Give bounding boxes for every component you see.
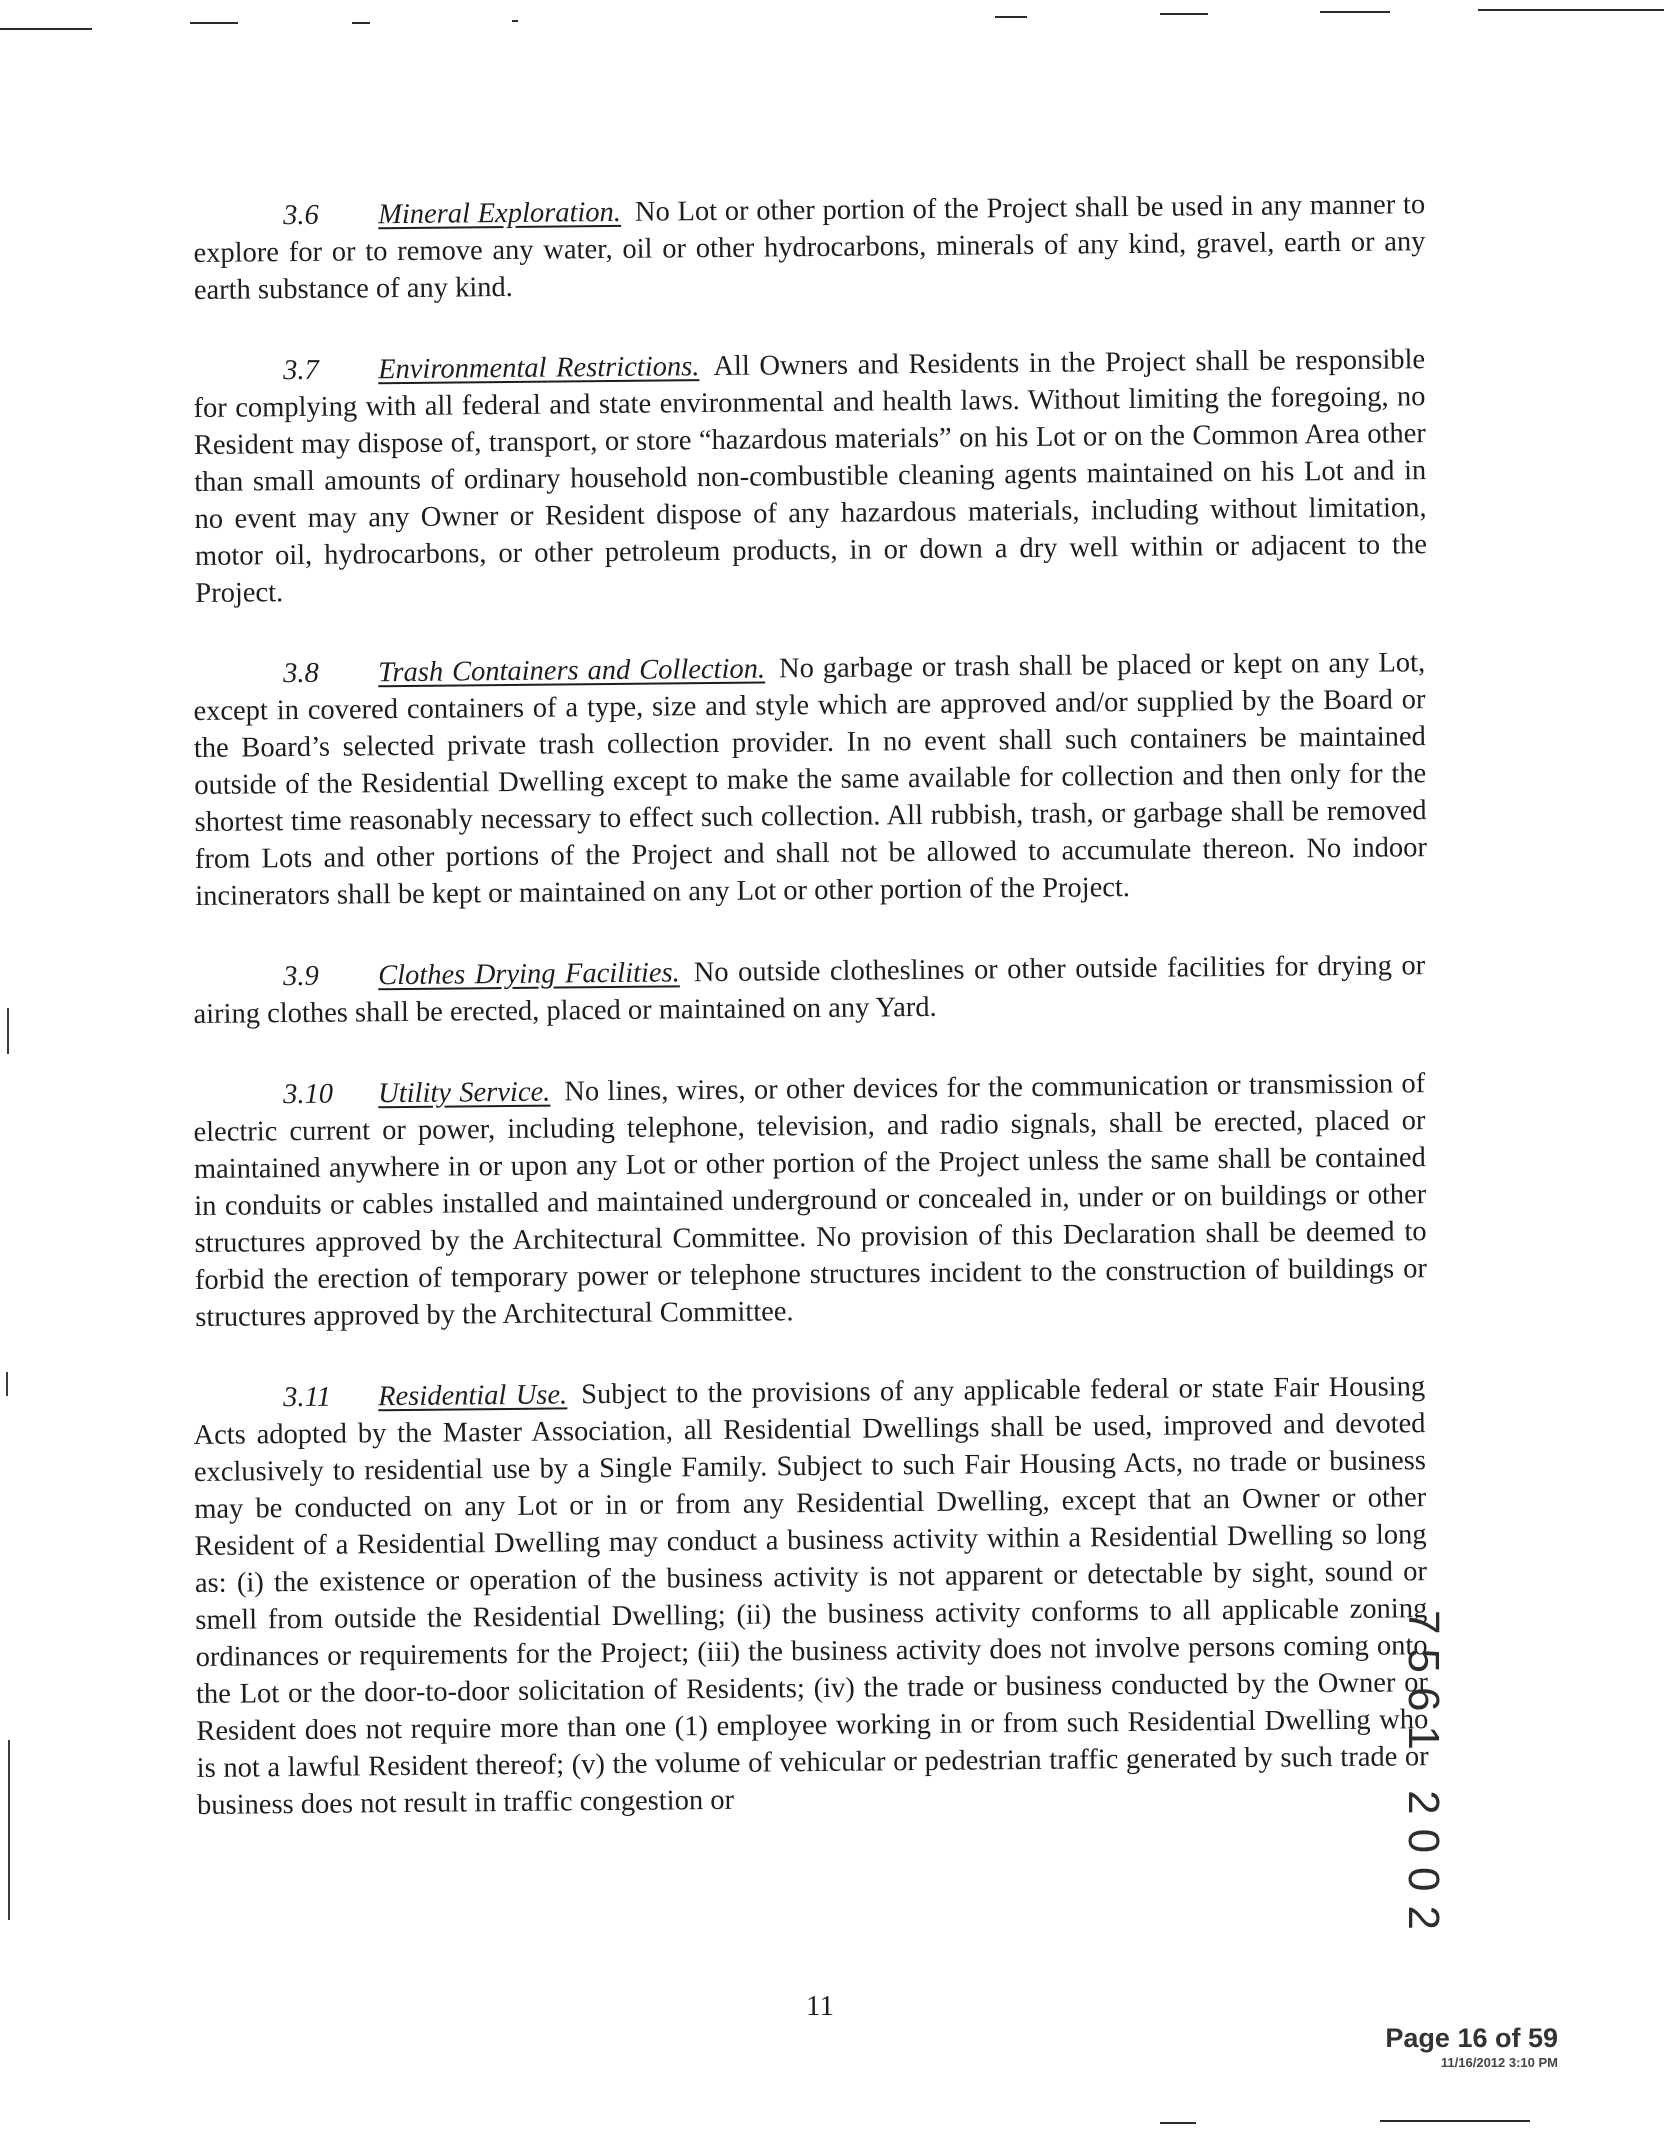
section-number: 3.7 [283,354,319,387]
section-number: 3.6 [283,199,319,232]
section-title: Residential Use. [378,1379,568,1413]
section-title: Clothes Drying Facilities. [378,957,680,992]
page-number: 11 [806,1990,834,2022]
scan-artifact-rule [1478,9,1664,11]
section-3-8 [193,644,1427,915]
scan-artifact-rule [512,20,518,22]
section-text: Subject to the provisions of any applicable federal or state Fair Housing Acts adopted by the Master Association, all Residential Dwellings shall be used, improved and devoted exclusively to residential use by a Single Family. Subject to such Fair Housing Acts, no trade or business may be conducted on any Lot or in or from any Residential Dwelling, except that an Owner or other Resident of a Residential Dwelling may conduct a business activity within a Residential Dwelling so long as: (i) the existence or operation of the business activity is not apparent or detectable by sight, sound or smell from outside the Residential Dwelling; (ii) the business activity conforms to all applicable zoning ordinances or requirements for the Project; (iii) the business activity does not involve persons coming onto the Lot or the door-to-door solicitation of Residents; (iv) the trade or business conducted by the Owner or Resident does not require more than one (1) employee working in or from such Residential Dwelling who is not a lawful Resident thereof; (v) the volume of vehicular or pedestrian traffic generated by such trade or business does not result in traffic congestion or [193,1371,1429,1821]
section-3-6 [193,186,1426,309]
scan-artifact-rule [1380,2120,1530,2122]
section-text: No Lot or other portion of the Project shall be used in any manner to explore for or to remove any water, oil or other hydrocarbons, minerals of any kind, gravel, earth or any earth substance of any kind. [193,189,1426,306]
scan-artifact-line [8,1740,10,1920]
section-text: No garbage or trash shall be placed or kept on any Lot, except in covered containers of a type, size and style which are approved and/or supplied by the Board or the Board’s selected private trash collection provider. In no event shall such containers be maintained outside of the Residential Dwelling except to make the same available for collection and then only for the shortest time reasonably necessary to effect such collection. All rubbish, trash, or garbage shall be removed from Lots and other portions of the Project and shall not be allowed to accumulate thereon. No indoor incinerators shall be kept or maintained on any Lot or other portion of the Project. [193,647,1428,912]
document-body [193,189,1429,1868]
section-title: Mineral Exploration. [378,196,622,231]
scan-artifact-rule [995,16,1027,18]
recorder-stamp [1385,2023,1558,2070]
section-title: Utility Service. [378,1076,551,1110]
section-title: Trash Containers and Collection. [378,653,766,689]
section-text: No outside clotheslines or other outside facilities for drying or airing clothes shall be erected, placed or maintained on any Yard. [193,950,1426,1030]
scan-artifact-rule [0,28,92,30]
scan-artifact-line [6,1372,8,1396]
stamp-timestamp: 11/16/2012 3:10 PM [1440,2055,1558,2070]
section-3-9 [193,947,1426,1033]
section-number: 3.9 [283,960,319,993]
section-3-10 [193,1065,1427,1336]
scan-artifact-rule [190,22,238,24]
recording-number: 7561 2002 [1399,1610,1448,1944]
section-text: No lines, wires, or other devices for the communication or transmission of electric current or power, including telephone, television, and radio signals, shall be erected, placed or maintained anywhere in or upon any Lot or other portion of the Project unless the same shall be contained in conduits or cables installed and maintained underground or concealed in, under or on buildings or other structures approved by the Architectural Committee. No provision of this Declaration shall be deemed to forbid the erection of temporary power or telephone structures incident to the construction of buildings or structures approved by the Architectural Committee. [193,1068,1428,1333]
section-3-11 [193,1368,1429,1824]
section-number: 3.8 [283,657,319,690]
scan-artifact-rule [1160,2122,1196,2124]
stamp-page-count: Page 16 of 59 [1385,2023,1558,2053]
section-text: All Owners and Residents in the Project shall be responsible for complying with all federal and state environmental and health laws. Without limiting the foregoing, no Resident may dispose of, transport, or store “hazardous materials” on his Lot or on the Common Area other than small amounts of ordinary household non-combustible cleaning agents maintained on his Lot and in no event may any Owner or Resident dispose of any hazardous materials, including without limitation, motor oil, hydrocarbons, or other petroleum products, in or down a dry well within or adjacent to the Project. [193,344,1428,609]
section-3-7 [193,341,1427,612]
scan-artifact-rule [1320,11,1390,13]
scan-artifact-rule [352,22,370,24]
scan-artifact-line [7,1008,9,1054]
section-title: Environmental Restrictions. [378,351,700,386]
section-number: 3.11 [283,1381,332,1414]
section-number: 3.10 [283,1078,334,1111]
scan-artifact-rule [1160,13,1208,15]
